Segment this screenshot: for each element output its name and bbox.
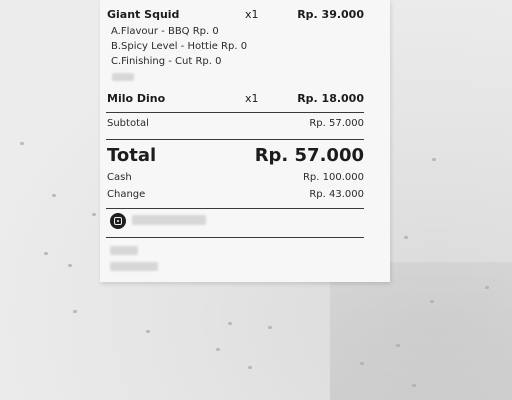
table-speck <box>68 264 72 267</box>
table-speck <box>412 384 416 387</box>
table-shadow <box>330 262 512 400</box>
total-row <box>107 145 364 166</box>
table-speck <box>268 326 272 329</box>
item-name: Giant Squid <box>107 8 180 21</box>
cash-value: Rp. 100.000 <box>302 172 364 183</box>
table-speck <box>248 366 252 369</box>
receipt <box>100 0 390 282</box>
table-speck <box>146 330 150 333</box>
table-speck <box>73 310 77 313</box>
redacted-note <box>112 73 134 81</box>
divider <box>106 139 364 140</box>
table-speck <box>228 322 232 325</box>
table-speck <box>92 213 96 216</box>
table-speck <box>404 236 408 239</box>
table-speck <box>20 142 24 145</box>
table-speck <box>44 252 48 255</box>
item-modifier: C.Finishing - Cut Rp. 0 <box>111 56 222 67</box>
divider <box>106 237 364 238</box>
table-speck <box>430 300 434 303</box>
item-modifier: B.Spicy Level - Hottie Rp. 0 <box>111 41 248 52</box>
change-value: Rp. 43.000 <box>309 189 364 200</box>
change-row <box>107 189 364 200</box>
item-price: Rp. 39.000 <box>297 8 364 21</box>
table-speck <box>216 348 220 351</box>
subtotal-value: Rp. 57.000 <box>309 118 364 129</box>
table-speck <box>485 286 489 289</box>
item-qty: x1 <box>245 8 259 21</box>
total-value: Rp. 57.000 <box>254 145 364 166</box>
table-speck <box>52 194 56 197</box>
instagram-icon <box>110 213 126 229</box>
line-item <box>107 92 364 105</box>
redacted-footer-line <box>110 262 158 271</box>
line-item <box>107 8 364 21</box>
cash-row <box>107 172 364 183</box>
table-speck <box>360 362 364 365</box>
divider <box>106 208 364 209</box>
item-name: Milo Dino <box>107 92 166 105</box>
table-speck <box>432 158 436 161</box>
subtotal-row <box>107 118 364 129</box>
table-speck <box>396 344 400 347</box>
divider <box>106 112 364 113</box>
item-qty: x1 <box>245 92 259 105</box>
cash-label: Cash <box>107 172 132 183</box>
redacted-social-handle <box>132 215 206 225</box>
item-modifier: A.Flavour - BBQ Rp. 0 <box>111 26 219 37</box>
subtotal-label: Subtotal <box>107 118 149 129</box>
redacted-footer-line <box>110 246 138 255</box>
total-label: Total <box>107 145 157 166</box>
item-price: Rp. 18.000 <box>297 92 364 105</box>
change-label: Change <box>107 189 146 200</box>
